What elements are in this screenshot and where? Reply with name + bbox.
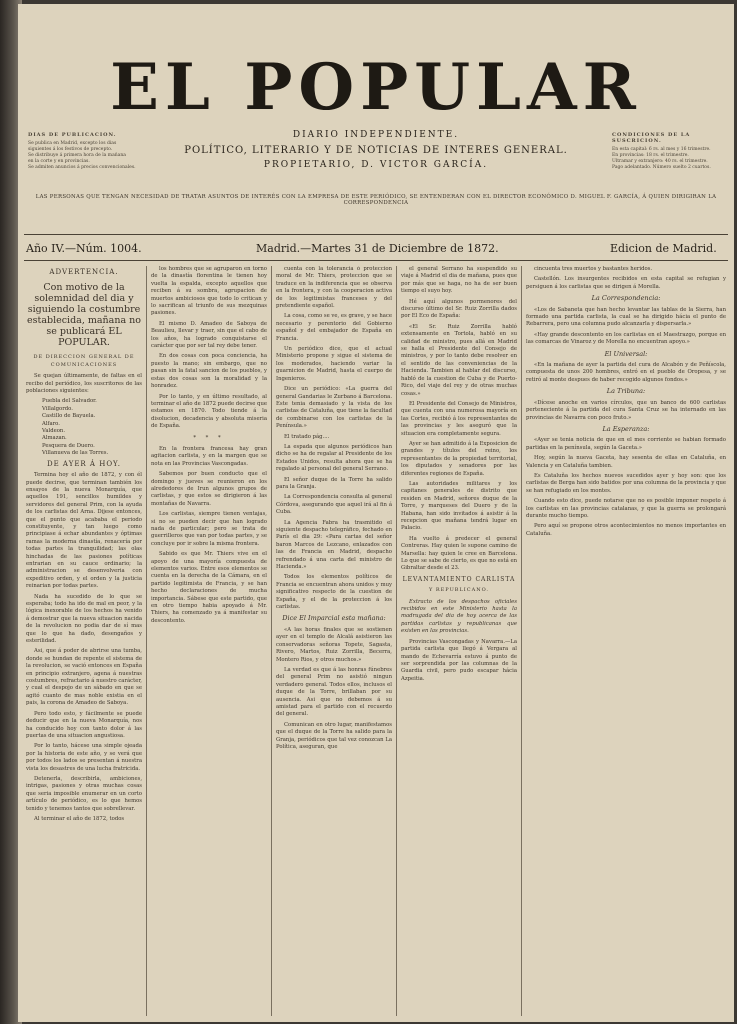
publication-days-line: en la corte y en provincias. [28,159,90,164]
town-item: Valdeon. [42,428,66,435]
paragraph: Nada ha sucedido de lo que se esperaba; todo ha ido de mal en peor, y la lógica inexorable de los hechos ha venido á demostrar que la nueva situacion nacida de la revolucion no podia dar de sí mas que lo que ha dado, desengaños y esterilidad. [26,593,142,645]
paragraph: Ha vuelto á predecer el general Contreras. Hay quien le supone camino de Marsella: hay quien le cree en Barcelona. Lo que se sabe de cierto, es que no está en Gibraltar desde el 23. [401,535,517,572]
correspondencia-heading: La Correspondencia: [591,294,661,303]
subscription-line: Pago adelantado. Número suelto 2 cuartos. [612,165,711,170]
paragraph: Un periódico dice, que el actual Ministerio propone y sigue el sistema de los moderados, haciendo variar la guarnicion de Madrid, hasta el cuerpo de Ingenieros. [276,346,392,382]
column-divider [146,266,147,1016]
paragraph: Sabemos por buen conducto que el domingo y jueves se reunieron en los alrededores de Irun algunos grupos de carlistas, y que estos se dirigieron á las montañas de Navarra. [151,471,267,507]
paragraph: La Agencia Fabra ha trasmitido el siguiente despacho telegráfico, fechado en París el dia 29: «Para cartas del señor baron Marcos de Lezcano, enlazados con las de Francia en Madrid, despacho refrendado á una carta del ministro de Hacienda.» [276,519,392,571]
paragraph: La espada que algunos periódicos han dicho se ha de regalar al Presidente de los Estados Unidos, resulta ahora que se ha regalado al personal del general Serrano. [276,443,392,473]
republicano-subheading: Y REPUBLICANO. [429,587,489,594]
paragraph: cuenta con la tolerancia ó proteccion moral de Mr. Thiers, proteccion que se traduce en la indiferencia que se observa en la frontera, y con la cooperacion activa de los legitimistas franceses y del pretendiente español. [276,266,392,310]
paragraph: los hombres que se agruparon en torno de la dinastía florentina le tienen hoy vuelta la espalda, excepto aquellos que reciben á su sombra, agrupacion de muertos ambiciosos que todo lo critican y lo sacrifican al triunfo de sus mezquinas pasiones. [151,266,267,317]
paragraph: «Dícese anoche en varios círculos, que un banco de 600 carlistas perteneciente á la partida del cura Santa Cruz se ha internado en las provincias de Navarra con poco fruto.» [526,399,726,421]
column-3 [276,266,392,1016]
publication-days-heading: DIAS DE PUBLICACION. [28,132,117,138]
column-4 [401,266,517,1016]
paragraph: Las autoridades militares y los capitanes generales de distrito que residen en Madrid, señores duque de la Torre, y marqueses del Duero y de la Habana, han sido invitados á asistir á la recepcion que mañana tendrá lugar en Palacio. [401,480,517,532]
paragraph: Extracto de los despachos oficiales recibidos en este Ministerio hasta la madrugada del dia de hoy acerca de las partidas carlistas y republicanas que existen en las provincias. [401,598,517,635]
paragraph: En dos cosas con poca conciencia, ha puesto la mano; sin embargo, que no pasan sin la fatal sancion de los pueblos, y estas dos cosas son la moralidad y la honradez. [151,353,267,390]
paragraph: Termina hoy el año de 1872, y con él puede decirse, que terminan también los ensayos de la nueva Monarquía, que aquellos 191, sencillos humildes y servidores del general Prim, con la ayuda de los carlistas del Arna. Dijese entonces, que el punto que acababa el periodo constituyente, y tan luego como principiase á echar abundantes y óptimas ramas la moderna dinastía, renacería por todas partes la tranquilidad; las olas hinchadas de las pasiones políticas entrarian en su cauce ordinario; la administracion se desenvolveria con expeditivo orden, y el orden y la justicia reinarian por todas partes. [26,472,142,590]
subscription-line: Ultramar y extranjero: 40 rs. el trimestre. [612,159,708,164]
paragraph: Asi, que á poder de abrirse una tumba, donde se hundan de repente el sistema de la revolucion, se vació entonces en España en principio extranjero, agena á nuestras costumbres, refractario á nuestro carácter, y cual el despojo de un sábado en que se agitó cuanto de mas noble existia en el pais, la corona de Amadeo de Saboya. [26,648,142,707]
publication-days-line: Se distribuye á primera hora de la mañana [28,153,126,158]
paragraph: El Presidente del Consejo de Ministros, que cuenta con una numerosa mayoría en las Cortes, recibió á los representantes de las provincias y les aseguró que la situacion era completamente segura. [401,400,517,437]
paragraph: «Hay grande descontento en los carlistas en el Maestrazgo, porque en las comarcas de Vinaroz y de Morella no encuentran apoyo.» [526,331,726,346]
tribuna-heading: La Tribuna: [606,387,646,396]
dateline [24,242,728,258]
paragraph: Los carlistas, siempre tienen ventajas, si no se pueden decir que han logrado nada de particular; pero se trata de guerrilleros que van por todas partes, y se concluye por ir sobre la misma frontera. [151,511,267,547]
edition-label: Edicion de Madrid. [610,242,717,255]
paragraph: Por lo tanto, y en último resultado, al terminar el año de 1872 puede decirse que estamos en 1870. Todo tiende á la disolucion, decadencia y absoluta miseria de España. [151,393,267,430]
paragraph: El señor duque de la Torre ha salido para la Granja. [276,476,392,490]
advertencia-heading: ADVERTENCIA. [49,268,119,276]
communications-heading: DE DIRECCION GENERAL DE COMUNICACIONES [33,354,135,368]
paragraph: El mismo D. Amadeo de Saboya de Beaulieu, llevar y traer, sin que el cabo de los años, ha logrado conquistarse el carácter que por ser tal rey debe tener. [151,320,267,350]
paragraph: Dice un periódico: «La guerra del general Gandarias le Zurbano á Barcelona. Este tenia demasiado y la vista de los carlistas de Cataluña, que tiene la facultad de combinarse con los carlistas de la Península.» [276,386,392,430]
paragraph: La verdad es que á las honras fúnebres del general Prim no asistió ningun verdadero general. Todos ellos, inclusos el duque de la Torre, brillaban por su ausencia. Asi que no debemos á su amistad para el partido con el recuerdo del general. [276,666,392,718]
column-divider [396,266,397,1016]
publication-days-line: siguientes á los festivos de precepto. [28,147,113,152]
town-item: Puebla del Salvador. [42,398,97,405]
publication-days-line: Se admiten anuncios á precios convencionales. [28,165,136,170]
subscription-box [612,132,730,171]
universal-heading: El Universal: [604,349,648,358]
subscription-heading: CONDICIONES DE LA SUSCRICION. [612,132,691,144]
town-item: Villanueva de las Torres. [42,450,109,457]
issue-number: Año IV.—Núm. 1004. [26,242,142,255]
column-divider [521,266,522,1016]
town-item: Alfaro. [42,420,60,427]
paragraph: Por lo tanto, hácese una simple ojeada por la historia de este año, y se verá que por todos los lados se presentan á nuestra vista los desastres de una lucha fratricida. [26,743,142,772]
paragraph: Detenerla, describirla, ambiciones, intrigas, pasiones y otras muchas cosas que seria imposible enumerar en un corto artículo de periódico, es lo que hemos tenido y tenemos tantos que sobrellevar. [26,775,142,812]
subscription-line: En provincias: 18 rs. el trimestre. [612,153,689,158]
column-divider [271,266,272,1016]
paragraph: Se quejan últimamente, de faltas en el recibo del periódico, los suscritores de las poblaciones siguientes: [26,373,142,395]
masthead-title: EL POPULAR [110,50,642,125]
column-1 [26,266,142,1016]
esperanza-heading: La Esperanza: [602,424,650,433]
paragraph: Sabido es que Mr. Thiers vive en el apoyo de una mayoría compuesta de elementos varios. Entre esos elementos se cuenta en la derecha de la Cámara, en el partido legitimista de Francia, y se han hecho declaraciones de mucha importancia. Sábese que este partido, que en otro tiempo habia apoyado á Mr. Thiers, ha comenzado ya á manifestar su descontento. [151,551,267,624]
paragraph: Es Cataluña los hechos nuevos sucedidos ayer y hoy son: que los carlistas de Berga han sido batidos por una columna de la provincia y que se han refugiado en los montes. [526,472,726,494]
paragraph: el general Serrano ha suspendido su viaje á Madrid el dia de mañana, pues que por más que se haga, no ha de ser buen tiempo el suyo hoy. [401,266,517,295]
paragraph: «En la mañana de ayer la partida del cura de Alcabón y de Peñíscola, compuesta de unos 200 hombres, entró en el pueblo de Oropesa, y se retiró al monte despues de haber recogido algunos fondos.» [526,362,726,383]
holiday-notice: Con motivo de la solemnidad del dia y siguiendo la costumbre establecida, mañana no se publicará EL POPULAR. [27,282,141,349]
correspondence-notice: LAS PERSONAS QUE TENGAN NECESIDAD DE TRATAR ASUNTOS DE INTERÉS CON LA EMPRESA DE ESTE PERIÓDICO, SE ENTENDERAN CON EL DIRECTOR ECONÓMICO D. MIGUEL F. GARCÍA, Á QUIEN DIRIGIRAN LA CORRESPONDENCIA [35,194,717,206]
paragraph: «Los de Sabaneta que han hecho levantar las tablas de la Sierra, han formado una partida carlista, la cual se ha dirigido hácia el punto de Rebarrera, pero una columna pudo alcanzarla y dispersarla.» [526,306,726,328]
newspaper-page [18,4,734,1022]
paragraph: Provincias Vascongadas y Navarra.—La partida carlista que llegó á Vergara al mando de Echevarría estuvo á punto de ser sorprendida por las columnas de la Guardia civil, pero pudo escapar hácia Azpeitia. [401,638,517,682]
paragraph: Pero aquí se propone otros acontecimientos no menos importantes en Cataluña. [526,523,726,537]
levantamiento-heading: LEVANTAMIENTO CARLISTA [402,575,516,583]
paragraph: Comunican en otro lugar, manifestamos que el duque de la Torre ha salido para la Granja, periódicos que tal vez conozcan La Política, aseguran, que [276,721,392,750]
top-rule [24,234,728,235]
masthead-subtitle: POLÍTICO, LITERARIO Y DE NOTICIAS DE INTERES GENERAL. [184,145,568,156]
issue-date: Madrid.—Martes 31 de Diciembre de 1872. [256,242,499,255]
paragraph: Cuando esto dice, puede notarse que no es posible imponer respeto á los carlistas en las provincias catalanas, y que la guerra se prolongará durante mucho tiempo. [526,498,726,519]
town-item: Pesquera de Duero. [42,442,95,449]
paragraph: «A las horas finales que se sostienen ayer en el templo de Alcalá asistieron las conservadoras señoras Topete, Sagasta, Rivero, Martos, Ruiz Zorrilla, Becerra, Montero Rios, y otros muchos.» [276,626,392,663]
paragraph: «El Sr. Ruiz Zorrilla habló extensamente en Tortola, habló en su calidad de ministro, pues allá en Madrid se halla el Presidente del Consejo de ministros, y por lo tanto debe resolver en el sentido de las conveniencias de la Hacienda. Tambien al hablar del discurso, habló de la cuestion de Cuba y de Puerto-Rico, del viaje del rey y de otras muchas cosas.» [401,323,517,397]
paragraph: Hé aquí algunos pormenores del discurso último del Sr. Ruiz Zorrilla dados por El Eco de España: [401,298,517,320]
column-5 [526,266,726,1016]
paragraph: Pero todo esto, y fácilmente se puede deducir que en la nueva Monarquía, nos ha conducido hoy con tanto dolor á las puertas de una situacion angustiosa. [26,710,142,739]
paragraph: cincuenta tres muertos y bastantes heridos. [534,266,653,272]
de-ayer-a-hoy-heading: DE AYER Á HOY. [46,459,121,468]
masthead-tagline: DIARIO INDEPENDIENTE. [292,130,460,140]
town-item: Castillo de Bayuela. [42,413,96,420]
publication-days-line: Se publica en Madrid, excepto los dias [28,141,117,146]
paragraph: La cosa, como se ve, es grave, y se hace necesario y perentorio del Gobierno español y del embajador de España en Francia. [276,313,392,342]
imparcial-heading: Dice El Imparcial esta mañana: [282,614,386,623]
paragraph: El tratado pág.... [284,433,330,440]
column-2 [151,266,267,1016]
paragraph: Hoy, según la nueva Gaceta, hay sesenta de ellas en Cataluña, en Valencia y en Cataluña tambien. [526,455,726,469]
masthead-owner: PROPIETARIO, D. VICTOR GARCÍA. [263,160,489,170]
paragraph: La Correspondencia consulta al general Córdova, asegurando que aquel irá al fin á Cuba. [276,494,392,516]
town-list [26,398,142,457]
paragraph: Castellón. Los insurgentes recibidos en esta capital se refugian y persiguen á los carlistas que se dirigen á Morella. [526,276,726,290]
paragraph: «Ayer se tenia noticia de que en el mes corriente se habian formado partidas en la península, según la Gaceta.» [526,437,726,451]
paragraph: Ayer se han admitido á la Exposicion de grandes y títulos del reino, los representantes de la propiedad territorial, los diputados y senadores por las diferentes regiones de España. [401,440,517,477]
town-item: Villalgordo. [42,405,73,412]
subscription-line: En esta capital: 6 rs. al mes y 16 trimestre. [612,147,711,152]
paragraph: En la frontera francesa hay gran agitacion carlista, y en la margen que se nota en las Provincias Vascongadas. [151,445,267,467]
town-item: Almazan. [42,435,67,442]
paragraph: Todos los elementos políticos de Francia se encuentran ahora unidos y muy significativo respecto de la cuestion de España, y el de la proteccion á los carlistas. [276,574,392,611]
section-separator: * * * [193,434,225,441]
paragraph: Al terminar el año de 1872, todos [34,815,125,822]
bottom-rule [24,260,728,261]
